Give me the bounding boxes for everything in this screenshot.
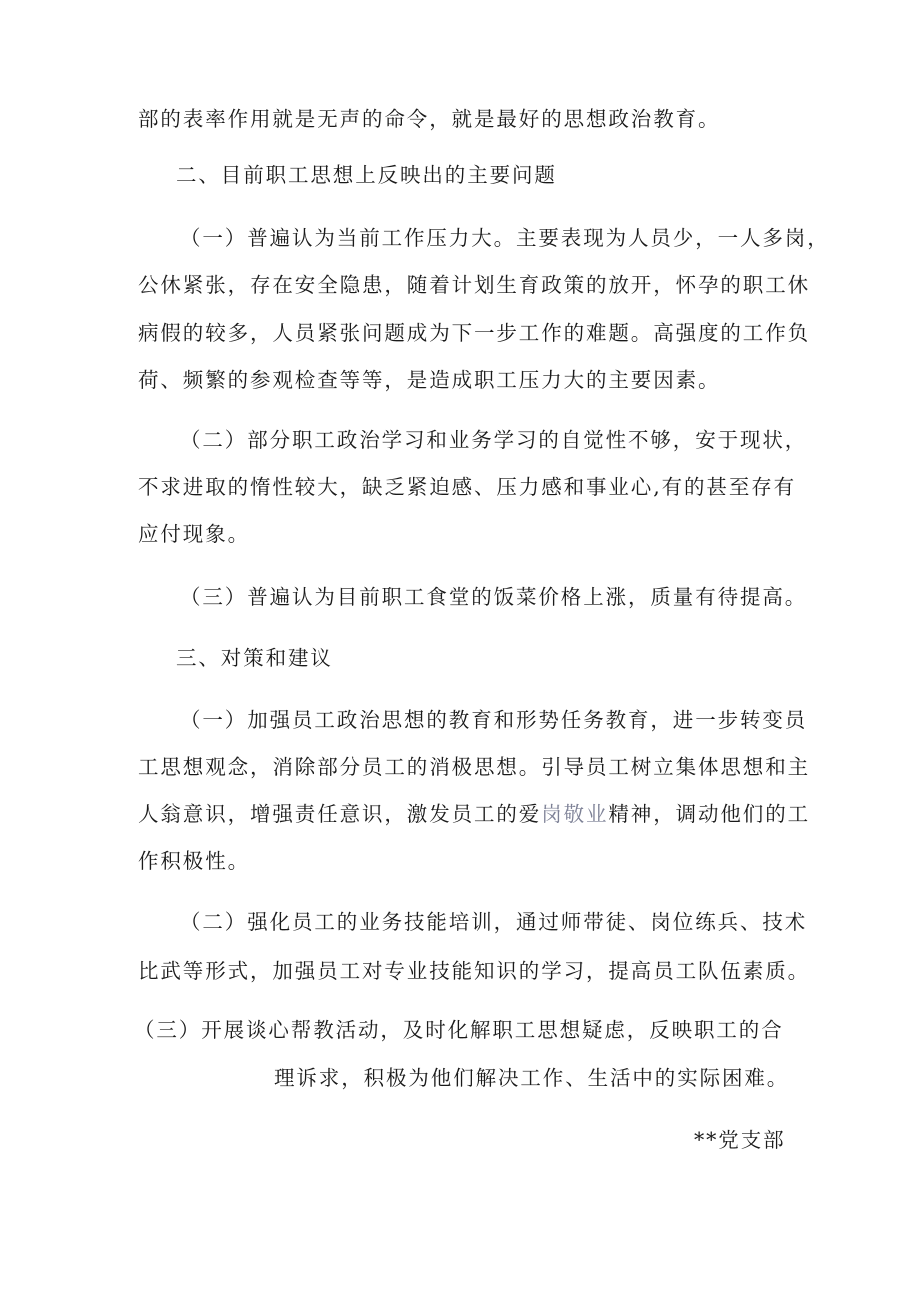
line-text-after: 精神，调动他们的工 (608, 802, 811, 826)
paragraph-line (138, 794, 920, 834)
section-heading: 三、对策和建议 (176, 646, 333, 670)
section-heading: 二、目前职工思想上反映出的主要问题 (176, 163, 557, 187)
paragraph-line: 工思想观念，消除部分员工的消极思想。引导员工树立集体思想和主 (138, 755, 810, 779)
signature: **党支部 (694, 1128, 786, 1152)
paragraph-line: 部的表率作用就是无声的命令，就是最好的思想政治教育。 (138, 107, 721, 131)
paragraph-line: 作积极性。 (138, 849, 250, 873)
paragraph-line: （二）部分职工政治学习和业务学习的自觉性不够，安于现状， (180, 428, 808, 452)
paragraph-line: 病假的较多，人员紧张问题成为下一步工作的难题。高强度的工作负 (138, 321, 810, 345)
paragraph-line: 比武等形式，加强员工对专业技能知识的学习，提高员工队伍素质。 (138, 959, 810, 983)
paragraph-line: 理诉求，积极为他们解决工作、生活中的实际困难。 (274, 1066, 790, 1090)
paragraph-line: （二）强化员工的业务技能培训，通过师带徒、岗位练兵、技术 (180, 910, 808, 934)
paragraph-line: 公休紧张，存在安全隐患，随着计划生育政策的放开，怀孕的职工休 (138, 273, 810, 297)
paragraph-line: 应付现象。 (138, 522, 250, 546)
paragraph-line: 荷、频繁的参观检查等等，是造成职工压力大的主要因素。 (138, 368, 721, 392)
paragraph-line: （三）开展谈心帮教活动，及时化解职工思想疑虑，反映职工的合 (134, 1018, 784, 1042)
paragraph-line: （三）普遍认为目前职工食堂的饭菜价格上涨，质量有待提高。 (180, 585, 808, 609)
line-text-before: 人翁意识，增强责任意识，激发员工的爱 (138, 802, 542, 826)
paragraph-line: （一）普遍认为当前工作压力大。主要表现为人员少，一人多岗， (180, 226, 830, 250)
paragraph-line: 不求进取的惰性较大，缺乏紧迫感、压力感和事业心,有的甚至存有 (138, 475, 797, 499)
highlighted-text: 岗敬业 (541, 802, 609, 826)
paragraph-line: （一）加强员工政治思想的教育和形势任务教育，进一步转变员 (180, 708, 808, 732)
